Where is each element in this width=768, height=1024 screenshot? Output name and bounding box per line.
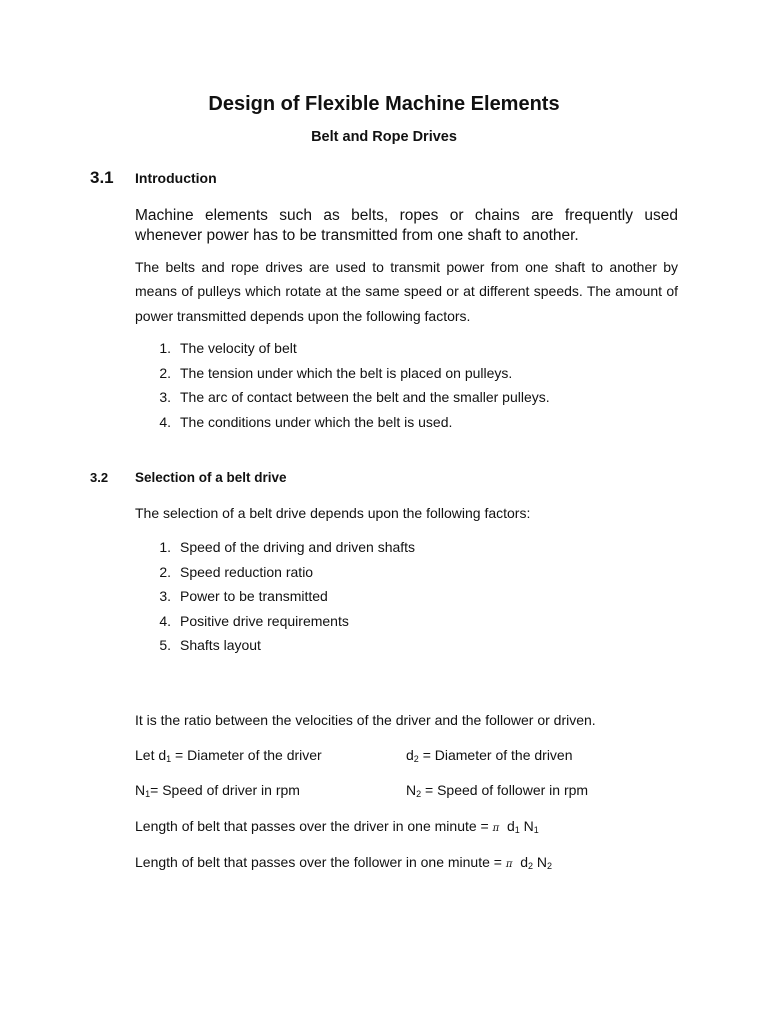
- list-text: Shafts layout: [180, 637, 261, 653]
- list-number: 3.: [159, 389, 171, 405]
- list-number: 2.: [159, 364, 171, 381]
- list-text: The tension under which the belt is placed on pulleys.: [180, 364, 513, 381]
- list-number: 1.: [159, 539, 171, 555]
- list-number: 2.: [159, 563, 171, 580]
- list-text: The arc of contact between the belt and the smaller pulleys.: [180, 389, 550, 405]
- pi-symbol: π: [492, 823, 500, 834]
- list-text: Positive drive requirements: [180, 612, 349, 629]
- list-number: 3.: [159, 588, 171, 604]
- list-number: 4.: [159, 413, 171, 430]
- section-1-heading: Introduction: [135, 170, 217, 186]
- list-text: Power to be transmitted: [180, 588, 328, 604]
- definition-n2: $N_2$ = Speed of follower in rpm: [406, 782, 589, 799]
- section-2-intro: The selection of a belt drive depends upon the following factors:: [135, 505, 531, 521]
- document-subtitle: Belt and Rope Drives: [311, 129, 457, 145]
- equation-driver-length: Length of belt that passes over the driver in one minute = π $d_1$ $N_1$: [135, 818, 539, 835]
- definition-n1: $N_1=$ Speed of driver in rpm: [135, 782, 300, 799]
- list-number: 5.: [159, 637, 171, 653]
- ratio-intro: It is the ratio between the velocities of the driver and the follower or driven.: [135, 712, 596, 728]
- list-text: The velocity of belt: [180, 340, 297, 356]
- section-1-lead-paragraph: Machine elements such as belts, ropes or chains are frequently used whenever power has to be transmitted from one shaft to another.: [135, 207, 678, 244]
- definition-d1: Let $d_1$ = Diameter of the driver: [135, 747, 322, 764]
- list-text: Speed reduction ratio: [180, 563, 314, 580]
- pi-symbol: π: [505, 859, 513, 870]
- list-number: 1.: [159, 340, 171, 356]
- section-2-heading: Selection of a belt drive: [135, 470, 287, 485]
- definition-d2: $d_2$ = Diameter of the driven: [406, 747, 573, 764]
- section-1-number: 3.1: [90, 168, 114, 187]
- list-text: Speed of the driving and driven shafts: [180, 539, 416, 555]
- section-1-body-paragraph: The belts and rope drives are used to transmit power from one shaft to another by means of pulleys which rotate at the same speed or at different speeds. The amount of power transmitted depends upon the following factors.: [135, 259, 678, 324]
- document-title: Design of Flexible Machine Elements: [208, 93, 560, 115]
- section-2-number: 3.2: [90, 470, 109, 485]
- equation-follower-length: Length of belt that passes over the follower in one minute = π $d_2$ $N_2$: [135, 854, 553, 871]
- list-number: 4.: [159, 612, 171, 629]
- list-text: The conditions under which the belt is used.: [180, 413, 453, 430]
